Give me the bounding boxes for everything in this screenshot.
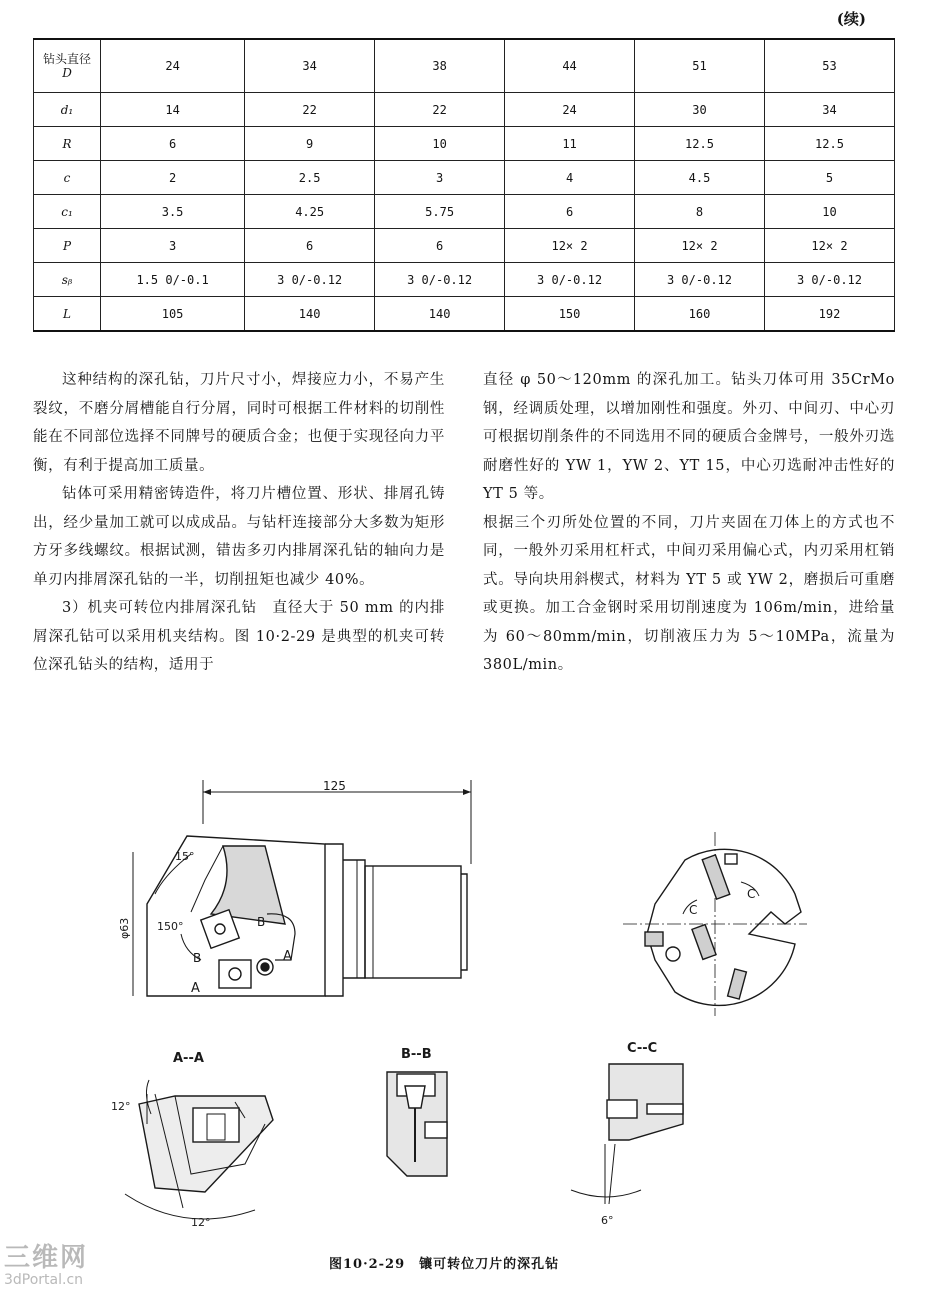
table-cell: 2 xyxy=(101,161,245,195)
continued-label: (续) xyxy=(836,10,866,28)
table-row xyxy=(34,39,895,93)
table-cell: 3 0/-0.12 xyxy=(375,263,505,297)
angle-15-label: 15° xyxy=(175,850,195,863)
table-cell: 44 xyxy=(505,39,635,93)
table-cell: 22 xyxy=(245,93,375,127)
label-c-left: C xyxy=(689,903,698,917)
paragraph: 根据三个刃所处位置的不同，刀片夹固在刀体上的方式也不同，一般外刃采用杠杆式，中间刃采用偏心式，内刃采用杠销式。导向块用斜楔式，材料为 YT 5 或 YW 2，磨损后可重磨或更换。加工合金钢时采用切削速度为 106m/min，进给量为 60～80mm/min，切削液压力为 5～10MPa，流量为 380L/min。 xyxy=(483,514,895,673)
section-aa-drawing xyxy=(111,1051,273,1229)
table-cell: 24 xyxy=(101,39,245,93)
table-cell: 3 xyxy=(101,229,245,263)
param-label: sᵦ xyxy=(34,263,101,297)
table-row xyxy=(34,161,895,195)
param-label: d₁ xyxy=(34,93,101,127)
table-cell: 140 xyxy=(245,297,375,332)
table-cell: 6 xyxy=(375,229,505,263)
section-aa-label: A--A xyxy=(173,1051,204,1066)
table-cell: 4 xyxy=(505,161,635,195)
watermark-logo xyxy=(4,1244,88,1288)
table-header-cell xyxy=(34,39,101,93)
param-label: L xyxy=(34,297,101,332)
table-cell: 4.5 xyxy=(635,161,765,195)
section-bb-drawing xyxy=(387,1047,447,1176)
section-cc-drawing xyxy=(571,1041,683,1227)
label-a-bottom: A xyxy=(191,981,200,996)
table-cell: 24 xyxy=(505,93,635,127)
dim-125-label: 125 xyxy=(323,779,346,793)
table-cell: 11 xyxy=(505,127,635,161)
param-label: c₁ xyxy=(34,195,101,229)
table-cell: 34 xyxy=(245,39,375,93)
header-symbol: D xyxy=(62,66,72,80)
table-cell: 5 xyxy=(764,161,894,195)
table-cell: 51 xyxy=(635,39,765,93)
label-a-right: A xyxy=(283,949,292,964)
table-row xyxy=(34,297,895,332)
table-cell: 53 xyxy=(764,39,894,93)
table-row xyxy=(34,229,895,263)
label-c-right: C xyxy=(747,887,756,901)
table-cell: 1.5 0/-0.1 xyxy=(101,263,245,297)
section-bb-label: B--B xyxy=(401,1047,432,1062)
table-cell: 12× 2 xyxy=(635,229,765,263)
table-cell: 38 xyxy=(375,39,505,93)
table-cell: 8 xyxy=(635,195,765,229)
paragraph: 钻体可采用精密铸造件，将刀片槽位置、形状、排屑孔铸出，经少量加工就可以成成品。与钻杆连接部分大多数为矩形方牙多线螺纹。根据试测，错齿多刃内排屑深孔钻的轴向力是单刃内排屑深孔钻的一半，切削扭矩也减少 40%。 xyxy=(33,486,445,588)
text-column-right xyxy=(483,366,895,680)
side-view-drawing xyxy=(118,779,471,996)
table-cell: 34 xyxy=(764,93,894,127)
table-cell: 2.5 xyxy=(245,161,375,195)
table-row xyxy=(34,195,895,229)
table-row xyxy=(34,263,895,297)
table-cell: 105 xyxy=(101,297,245,332)
angle-12-bottom-label: 12° xyxy=(191,1216,211,1229)
paragraph: 直径 φ 50～120mm 的深孔加工。钻头刀体可用 35CrMo 钢，经调质处理，以增加刚性和强度。外刃、中间刃、中心刃可根据切削条件的不同选用不同的硬质合金牌号，一般外刃选耐磨性好的 YW 1，YW 2、YT 15，中心刃选耐冲击性好的 YT 5 等。 xyxy=(483,372,895,502)
paragraph: 这种结构的深孔钻，刀片尺寸小，焊接应力小，不易产生裂纹，不磨分屑槽能自行分屑，同时可根据工件材料的切削性能在不同部位选择不同牌号的硬质合金；也便于实现径向力平衡，有利于提高加工质量。 xyxy=(33,372,445,474)
table-cell: 12× 2 xyxy=(764,229,894,263)
table-cell: 22 xyxy=(375,93,505,127)
table-cell: 14 xyxy=(101,93,245,127)
text-column-left xyxy=(33,366,445,680)
table-cell: 30 xyxy=(635,93,765,127)
table-row xyxy=(34,127,895,161)
table-cell: 6 xyxy=(245,229,375,263)
angle-150-label: 150° xyxy=(157,920,184,933)
table-cell: 160 xyxy=(635,297,765,332)
table-cell: 3 0/-0.12 xyxy=(635,263,765,297)
drill-figure xyxy=(95,764,835,1244)
figure-caption: 图10·2-29 镶可转位刀片的深孔钻 xyxy=(329,1257,560,1272)
table-cell: 9 xyxy=(245,127,375,161)
angle-12-top-label: 12° xyxy=(111,1100,131,1113)
param-label: P xyxy=(34,229,101,263)
table-cell: 3.5 xyxy=(101,195,245,229)
watermark-line2: 3dPortal.cn xyxy=(4,1272,84,1288)
table-cell: 5.75 xyxy=(375,195,505,229)
table-cell: 140 xyxy=(375,297,505,332)
table-cell: 192 xyxy=(764,297,894,332)
param-label: R xyxy=(34,127,101,161)
label-b-left: B xyxy=(193,951,202,965)
table-cell: 6 xyxy=(101,127,245,161)
table-cell: 4.25 xyxy=(245,195,375,229)
end-view-drawing xyxy=(623,832,807,1016)
param-label: c xyxy=(34,161,101,195)
table-cell: 12.5 xyxy=(635,127,765,161)
table-cell: 3 0/-0.12 xyxy=(505,263,635,297)
table-cell: 10 xyxy=(375,127,505,161)
paragraph: 3）机夹可转位内排屑深孔钻 直径大于 50 mm 的内排屑深孔钻可以采用机夹结构。图 10·2-29 是典型的机夹可转位深孔钻头的结构，适用于 xyxy=(33,600,445,673)
dim-phi63-label: φ63 xyxy=(118,917,131,939)
section-cc-label: C--C xyxy=(627,1041,658,1056)
header-label: 钻头直径 xyxy=(42,52,91,66)
table-cell: 12× 2 xyxy=(505,229,635,263)
table-cell: 12.5 xyxy=(764,127,894,161)
table-cell: 3 0/-0.12 xyxy=(764,263,894,297)
table-cell: 3 0/-0.12 xyxy=(245,263,375,297)
angle-6-label: 6° xyxy=(601,1214,614,1227)
table-cell: 6 xyxy=(505,195,635,229)
table-cell: 3 xyxy=(375,161,505,195)
table-row xyxy=(34,93,895,127)
table-cell: 10 xyxy=(764,195,894,229)
watermark-line1: 三维网 xyxy=(4,1243,89,1273)
table-cell: 150 xyxy=(505,297,635,332)
label-b-top: B xyxy=(257,915,266,929)
drill-spec-table xyxy=(33,38,895,332)
